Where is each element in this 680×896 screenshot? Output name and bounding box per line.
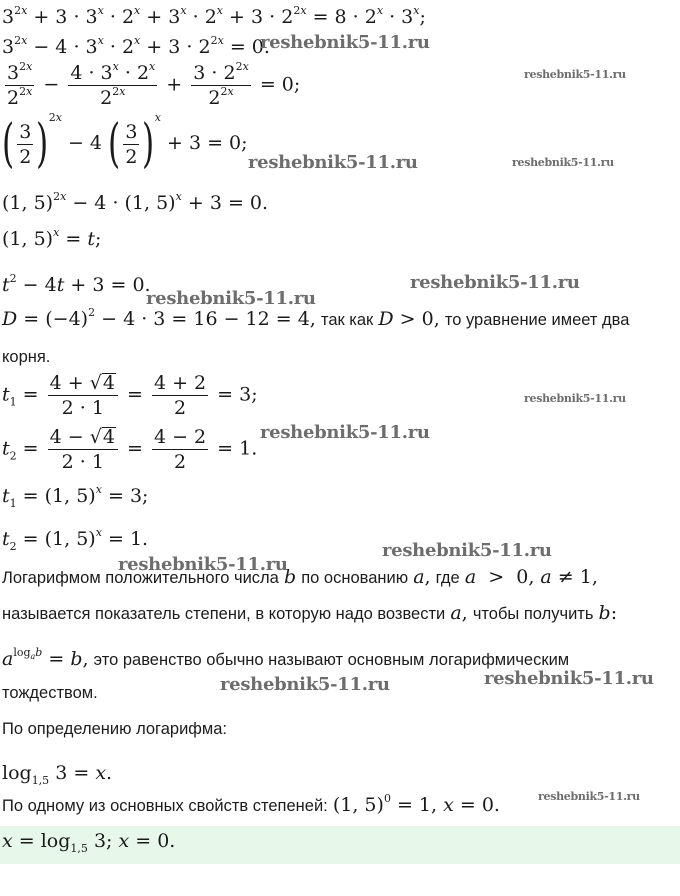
definition-line-3: $a^{log_ab} = b$, это равенство обычно называют основным логарифмическим (2, 646, 570, 670)
equation-line-5: (1, 5)$^{2x}$ − 4 · (1, 5)$^x$ + 3 = 0. (2, 190, 269, 214)
equation-log: $\log_{1,5} 3 = x$. (2, 762, 113, 787)
equation-t1-sub: $t_1 = (1$, 5)$^x$ = 3; (2, 483, 149, 510)
watermark: reshebnik5-11.ru (146, 288, 316, 309)
equation-line-7: $t^2 - 4t + 3 = 0$. (2, 272, 151, 296)
property-line: По одному из основных свойств степеней: (1, 5)$^0$ = 1, x = 0. (2, 792, 500, 816)
text-by-definition: По определению логарифма: (2, 720, 227, 738)
answer-equation: $x = \log_{1,5} 3$; x = 0. (2, 830, 176, 855)
equation-t1: $t_1$ = $\frac{4 + √4}{2 \cdot 1}$ = $\frac{4 + 2}{2}$ = 3; (2, 372, 258, 419)
discriminant-line: $D = (-4)^2 - 4 \cdot 3 = 16 - 12 = 4$, так как D > 0, то уравнение имеет два (2, 306, 630, 330)
watermark: reshebnik5-11.ru (524, 392, 626, 405)
watermark: reshebnik5-11.ru (524, 68, 626, 81)
watermark: reshebnik5-11.ru (512, 156, 614, 169)
definition-line-2: называется показатель степени, в которую надо возвести a, чтобы получить b: (2, 602, 618, 624)
watermark: reshebnik5-11.ru (118, 554, 288, 575)
watermark: reshebnik5-11.ru (484, 668, 654, 689)
watermark: reshebnik5-11.ru (260, 32, 430, 53)
equation-line-4: ( $\frac{3}{2}$ )$^{2x}$ − 4 ( $\frac{3}{2}$ )$^x$ + 3 = 0; (2, 111, 248, 174)
equation-t2-sub: $t_2 = (1$, 5)$^x$ = 1. (2, 526, 149, 553)
watermark: reshebnik5-11.ru (382, 540, 552, 561)
answer-highlight (0, 826, 680, 864)
equation-line-2: $3^{2x} - 4 \cdot 3^x \cdot 2^x + 3 \cdot 2^{2x} = 0$. (2, 34, 270, 58)
equation-line-3: $\frac{3^{2x}}{2^{2x}}$ − $\frac{4 \cdot 3^x \cdot 2^x}{2^{2x}}$ + $\frac{3 \cdot 2^{2x}}{2^{2x}}$ = 0; (7, 60, 301, 109)
watermark: reshebnik5-11.ru (220, 674, 390, 695)
watermark: reshebnik5-11.ru (260, 422, 430, 443)
equation-line-6: (1, 5)$^x$ = t; (2, 226, 102, 250)
watermark: reshebnik5-11.ru (248, 152, 418, 173)
definition-line-1: Логарифмом положительного числа b по основанию a, где a > 0, a ≠ 1, (2, 566, 598, 588)
equation-line-1: $3^{2x} + 3 \cdot 3^x \cdot 2^x + 3^x \cdot 2^x + 3 \cdot 2^{2x} = 8 \cdot 2^x \cdot 3^x$; (2, 4, 426, 28)
definition-line-4: тождеством. (2, 684, 98, 702)
text-roots: корня. (2, 348, 51, 366)
equation-t2: $t_2$ = $\frac{4 - √4}{2 \cdot 1}$ = $\frac{4 - 2}{2}$ = 1. (2, 426, 258, 473)
watermark: reshebnik5-11.ru (538, 790, 640, 803)
watermark: reshebnik5-11.ru (410, 272, 580, 293)
